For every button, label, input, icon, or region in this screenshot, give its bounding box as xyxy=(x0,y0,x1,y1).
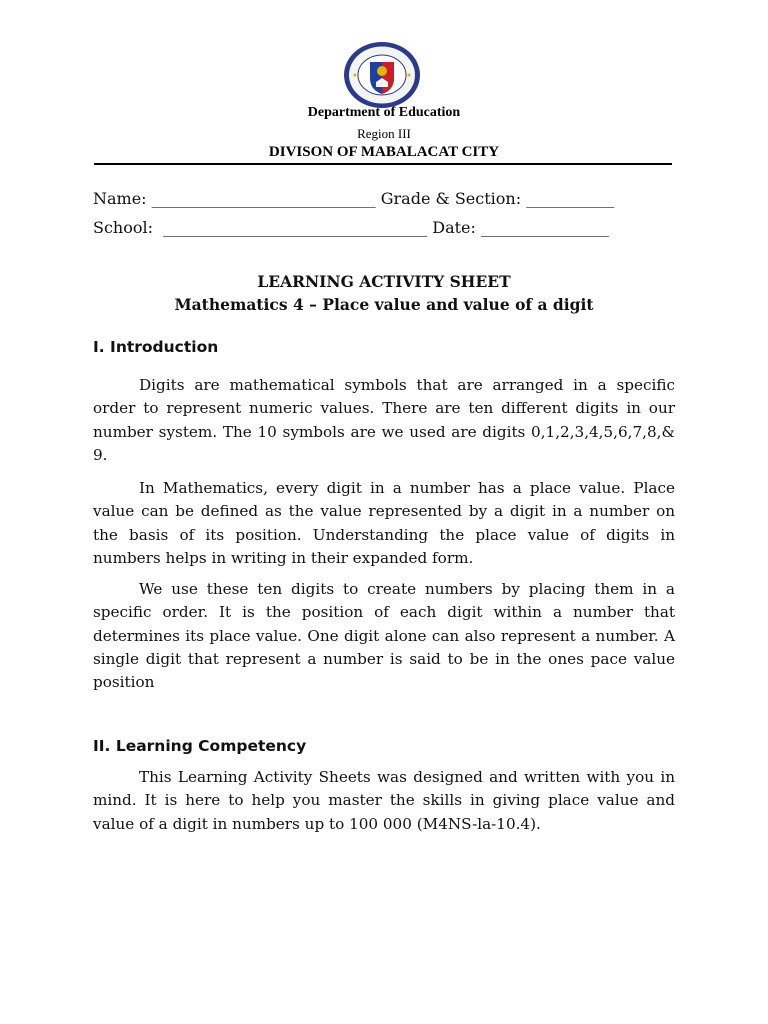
sheet-subtitle: Mathematics 4 – Place value and value of a digit xyxy=(174,295,594,314)
introduction-heading: I. Introduction xyxy=(93,338,219,356)
header-divider xyxy=(94,163,672,165)
competency-heading: II. Learning Competency xyxy=(93,737,307,755)
school-date-line: School: _________________________________ Date: ________________ xyxy=(93,218,609,237)
deped-seal-logo xyxy=(341,40,423,110)
competency-paragraph: This Learning Activity Sheets was designed and written with you in mind. It is here to help you master the skills in giving place value and value of a digit in numbers up to 100 000 (M4NS-la-10.4). xyxy=(93,768,675,833)
sheet-title: LEARNING ACTIVITY SHEET xyxy=(257,272,511,291)
intro-paragraph: Digits are mathematical symbols that are arranged in a specific order to represent numeric values. There are ten different digits in our number system. The 10 symbols are we used are digits 0,1,2,3,4,5,6,7,8,& 9. xyxy=(93,376,675,464)
name-grade-section-line: Name: ____________________________ Grade & Section: ___________ xyxy=(93,189,615,208)
region-name: Region III xyxy=(357,126,411,141)
department-name: Department of Education xyxy=(307,105,461,120)
intro-paragraph: In Mathematics, every digit in a number has a place value. Place value can be defined as the value represented by a digit in a number on the basis of its position. Understanding the place value of digits in numbers helps in writing in their expanded form. xyxy=(93,479,675,567)
intro-paragraph: We use these ten digits to create numbers by placing them in a specific order. It is the position of each digit within a number that determines its place value. One digit alone can also represent a number. A single digit that represent a number is said to be in the ones pace value position xyxy=(93,580,675,692)
division-name: DIVISON OF MABALACAT CITY xyxy=(268,144,500,160)
